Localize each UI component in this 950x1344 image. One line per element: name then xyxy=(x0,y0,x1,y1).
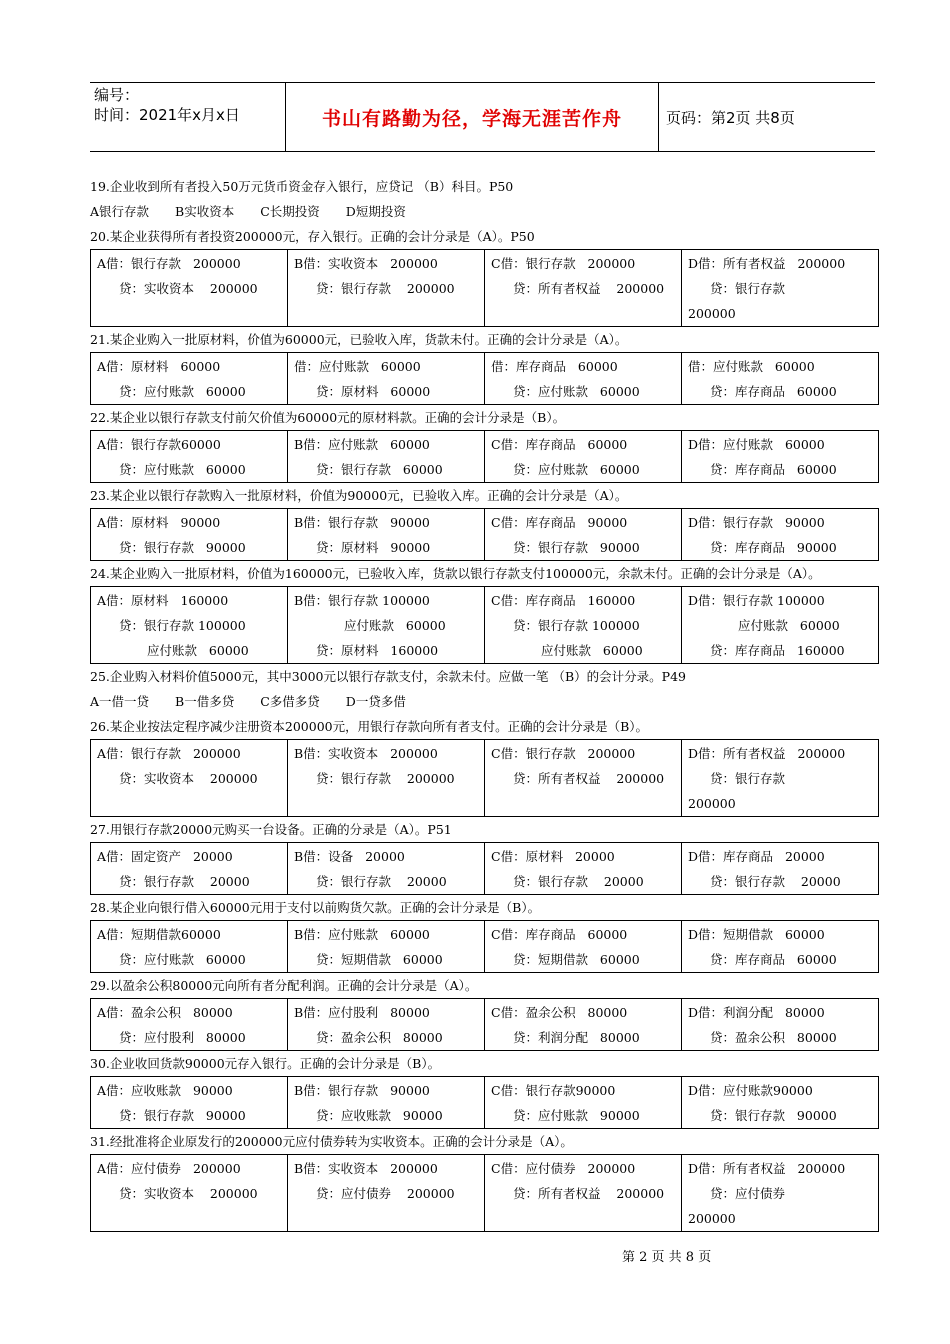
debit-line: A借：应收账款 90000 xyxy=(97,1083,233,1098)
document-number-label: 编号： xyxy=(94,86,140,104)
entry-line: 贷：所有者权益 200000 xyxy=(513,1186,665,1201)
header-page-label: 页码：第2页 共8页 xyxy=(666,108,795,127)
answer-option: A一借一贷 xyxy=(90,694,150,709)
answer-choice-cell xyxy=(91,740,288,817)
entry-line: 贷：利润分配 80000 xyxy=(513,1030,640,1045)
table-row xyxy=(91,353,879,405)
question-text: 22.某企业以银行存款支付前欠价值为60000元的原材料款。正确的会计分录是（B）。 xyxy=(90,410,566,425)
debit-line: 借：库存商品 60000 xyxy=(491,359,618,374)
entry-line: 贷：所有者权益 200000 xyxy=(513,771,665,786)
answer-option: B一借多贷 xyxy=(175,694,235,709)
answer-choice-cell xyxy=(682,353,879,405)
page-footer: 第 2 页 共 8 页 xyxy=(622,1250,712,1265)
answer-choice-cell xyxy=(91,1077,288,1129)
entry-line: 贷：银行存款 100000 xyxy=(119,618,246,633)
table-row xyxy=(91,843,879,895)
answer-choice-cell xyxy=(288,843,485,895)
entry-line: 贷：银行存款 200000 xyxy=(316,771,455,786)
header-meta xyxy=(94,85,284,125)
debit-line: A借：银行存款 200000 xyxy=(97,746,241,761)
table-row xyxy=(91,921,879,973)
question-list xyxy=(90,174,878,1232)
answer-choice-cell xyxy=(485,999,682,1051)
debit-line: D借：银行存款 90000 xyxy=(688,515,825,530)
answer-choice-cell xyxy=(91,509,288,561)
answer-choice-cell xyxy=(91,250,288,327)
answer-choice-cell xyxy=(485,740,682,817)
entry-line: 贷：盈余公积 80000 xyxy=(710,1030,837,1045)
entry-line: 贷：银行存款 20000 xyxy=(710,874,841,889)
debit-line: B借：应付账款 60000 xyxy=(294,927,430,942)
question-text: 21.某企业购入一批原材料，价值为60000元，已验收入库，货款未付。正确的会计分录是（A）。 xyxy=(90,332,628,347)
debit-line: C借：应付债券 200000 xyxy=(491,1161,636,1176)
answer-option: A银行存款 xyxy=(90,204,150,219)
debit-line: A借：原材料 60000 xyxy=(97,359,221,374)
answer-options xyxy=(90,689,878,714)
question-text: 19.企业收到所有者投入50万元货币资金存入银行，应贷记 （B）科目。P50 xyxy=(90,179,514,194)
debit-line: B借：应付账款 60000 xyxy=(294,437,430,452)
entry-line: 贷：实收资本 200000 xyxy=(119,771,258,786)
header-page-info xyxy=(666,83,795,151)
entry-line: 贷：应付账款 60000 xyxy=(119,952,246,967)
debit-line: A借：应付债券 200000 xyxy=(97,1161,241,1176)
table-row xyxy=(91,509,879,561)
debit-line: C借：库存商品 160000 xyxy=(491,593,636,608)
entry-line: 贷：银行存款 60000 xyxy=(316,462,443,477)
entry-line: 贷：库存商品 90000 xyxy=(710,540,837,555)
debit-line: A借：银行存款60000 xyxy=(97,437,221,452)
answer-choice-cell xyxy=(91,921,288,973)
answer-choice-cell xyxy=(288,509,485,561)
entry-line: 应付账款 60000 xyxy=(344,618,446,633)
answer-table xyxy=(90,1154,879,1232)
answer-choice-cell xyxy=(485,509,682,561)
debit-line: A借：银行存款 200000 xyxy=(97,256,241,271)
entry-line: 贷：盈余公积 80000 xyxy=(316,1030,443,1045)
answer-choice-cell xyxy=(682,509,879,561)
answer-option: D短期投资 xyxy=(345,204,406,219)
answer-choice-cell xyxy=(485,1155,682,1232)
debit-line: D借：库存商品 20000 xyxy=(688,849,825,864)
answer-choice-cell xyxy=(682,999,879,1051)
entry-line: 贷：应付股利 80000 xyxy=(119,1030,246,1045)
debit-line: 借：应付账款 60000 xyxy=(688,359,815,374)
question-text: 30.企业收回货款90000元存入银行。正确的会计分录是（B）。 xyxy=(90,1056,441,1071)
entry-line: 贷：应付账款 60000 xyxy=(119,462,246,477)
answer-option: C长期投资 xyxy=(260,204,320,219)
debit-line: B借：银行存款 90000 xyxy=(294,1083,430,1098)
debit-line: D借：所有者权益 200000 xyxy=(688,746,846,761)
entry-line: 贷：应收账款 90000 xyxy=(316,1108,443,1123)
debit-line: B借：银行存款 100000 xyxy=(294,593,430,608)
answer-choice-cell xyxy=(485,431,682,483)
debit-line: A借：原材料 160000 xyxy=(97,593,229,608)
answer-choice-cell xyxy=(288,250,485,327)
debit-line: A借：盈余公积 80000 xyxy=(97,1005,233,1020)
entry-line: 贷：所有者权益 200000 xyxy=(513,281,665,296)
debit-line: C借：银行存款 200000 xyxy=(491,256,636,271)
entry-line: 贷：库存商品 60000 xyxy=(710,384,837,399)
header-motto: 书山有路勤为径，学海无涯苦作舟 xyxy=(321,107,622,130)
question-text: 26.某企业按法定程序减少注册资本200000元，用银行存款向所有者支付。正确的会计分录是（B）。 xyxy=(90,719,649,734)
answer-option: B实收资本 xyxy=(175,204,235,219)
debit-line: B借：实收资本 200000 xyxy=(294,256,438,271)
debit-line: C借：库存商品 60000 xyxy=(491,437,628,452)
answer-choice-cell xyxy=(485,921,682,973)
question-text: 28.某企业向银行借入60000元用于支付以前购货欠款。正确的会计分录是（B）。 xyxy=(90,900,541,915)
answer-option: D一贷多借 xyxy=(345,694,406,709)
debit-line: C借：库存商品 90000 xyxy=(491,515,628,530)
answer-choice-cell xyxy=(682,250,879,327)
entry-line: 贷：银行存款 90000 xyxy=(119,1108,246,1123)
entry-line: 贷：应付账款 90000 xyxy=(513,1108,640,1123)
table-row xyxy=(91,1155,879,1232)
answer-choice-cell xyxy=(682,740,879,817)
table-row xyxy=(91,431,879,483)
entry-line: 贷：银行存款 20000 xyxy=(119,874,250,889)
entry-line: 贷：实收资本 200000 xyxy=(119,281,258,296)
entry-line: 贷：应付债券 200000 xyxy=(316,1186,455,1201)
question-text: 20.某企业获得所有者投资200000元，存入银行。正确的会计分录是（A）。P50 xyxy=(90,229,535,244)
answer-choice-cell xyxy=(682,1077,879,1129)
page-header xyxy=(90,82,875,152)
debit-line: D借：短期借款 60000 xyxy=(688,927,825,942)
answer-choice-cell xyxy=(91,431,288,483)
answer-choice-cell xyxy=(485,353,682,405)
entry-line: 贷：实收资本 200000 xyxy=(119,1186,258,1201)
entry-line: 200000 xyxy=(688,796,736,811)
answer-table xyxy=(90,586,879,664)
entry-line: 应付账款 60000 xyxy=(738,618,840,633)
answer-table xyxy=(90,842,879,895)
answer-choice-cell xyxy=(91,999,288,1051)
answer-choice-cell xyxy=(485,587,682,664)
debit-line: 借：应付账款 60000 xyxy=(294,359,421,374)
answer-choice-cell xyxy=(288,1155,485,1232)
answer-choice-cell xyxy=(91,843,288,895)
question-text: 31.经批准将企业原发行的200000元应付债券转为实收资本。正确的会计分录是（A）。 xyxy=(90,1134,573,1149)
question-text: 25.企业购入材料价值5000元，其中3000元以银行存款支付，余款未付。应做一笔 （B）的会计分录。P49 xyxy=(90,669,686,684)
entry-line: 贷：应付账款 60000 xyxy=(513,462,640,477)
entry-line: 应付账款 60000 xyxy=(541,643,643,658)
debit-line: B借：实收资本 200000 xyxy=(294,746,438,761)
entry-line: 贷：库存商品 160000 xyxy=(710,643,845,658)
answer-choice-cell xyxy=(288,587,485,664)
question-text: 24.某企业购入一批原材料，价值为160000元，已验收入库，货款以银行存款支付100000元，余款未付。正确的会计分录是（A）。 xyxy=(90,566,821,581)
answer-choice-cell xyxy=(682,1155,879,1232)
answer-choice-cell xyxy=(682,587,879,664)
answer-choice-cell xyxy=(288,740,485,817)
entry-line: 贷：原材料 90000 xyxy=(316,540,431,555)
table-row xyxy=(91,250,879,327)
entry-line: 贷：库存商品 60000 xyxy=(710,462,837,477)
question-text: 27.用银行存款20000元购买一台设备。正确的分录是（A）。P51 xyxy=(90,822,452,837)
debit-line: D借：应付账款90000 xyxy=(688,1083,813,1098)
table-row xyxy=(91,587,879,664)
entry-line: 贷：原材料 60000 xyxy=(316,384,431,399)
debit-line: D借：应付账款 60000 xyxy=(688,437,825,452)
entry-line: 贷：银行存款 xyxy=(710,771,786,786)
answer-choice-cell xyxy=(485,843,682,895)
entry-line: 贷：短期借款 60000 xyxy=(316,952,443,967)
debit-line: C借：银行存款90000 xyxy=(491,1083,616,1098)
answer-choice-cell xyxy=(485,1077,682,1129)
answer-choice-cell xyxy=(91,1155,288,1232)
debit-line: B借：应付股利 80000 xyxy=(294,1005,430,1020)
debit-line: B借：实收资本 200000 xyxy=(294,1161,438,1176)
header-motto-box xyxy=(285,83,659,151)
entry-line: 贷：应付账款 60000 xyxy=(119,384,246,399)
answer-table xyxy=(90,249,879,327)
debit-line: B借：银行存款 90000 xyxy=(294,515,430,530)
answer-choice-cell xyxy=(91,587,288,664)
answer-choice-cell xyxy=(682,921,879,973)
answer-choice-cell xyxy=(288,353,485,405)
answer-table xyxy=(90,508,879,561)
entry-line: 200000 xyxy=(688,1211,736,1226)
answer-table xyxy=(90,739,879,817)
entry-line: 贷：原材料 160000 xyxy=(316,643,439,658)
answer-table xyxy=(90,430,879,483)
entry-line: 贷：银行存款 200000 xyxy=(316,281,455,296)
question-text: 29.以盈余公积80000元向所有者分配利润。正确的会计分录是（A）。 xyxy=(90,978,478,993)
answer-choice-cell xyxy=(682,843,879,895)
answer-table xyxy=(90,1076,879,1129)
entry-line: 贷：银行存款 100000 xyxy=(513,618,640,633)
entry-line: 贷：银行存款 20000 xyxy=(513,874,644,889)
entry-line: 贷：银行存款 90000 xyxy=(119,540,246,555)
answer-table xyxy=(90,920,879,973)
entry-line: 贷：银行存款 90000 xyxy=(710,1108,837,1123)
table-row xyxy=(91,1077,879,1129)
debit-line: A借：短期借款60000 xyxy=(97,927,221,942)
answer-choice-cell xyxy=(288,999,485,1051)
entry-line: 应付账款 60000 xyxy=(147,643,249,658)
debit-line: D借：所有者权益 200000 xyxy=(688,256,846,271)
debit-line: C借：原材料 20000 xyxy=(491,849,615,864)
answer-table xyxy=(90,352,879,405)
entry-line: 贷：应付债券 xyxy=(710,1186,786,1201)
table-row xyxy=(91,740,879,817)
table-row xyxy=(91,999,879,1051)
answer-choice-cell xyxy=(91,353,288,405)
debit-line: A借：原材料 90000 xyxy=(97,515,221,530)
answer-choice-cell xyxy=(288,431,485,483)
question-text: 23.某企业以银行存款购入一批原材料，价值为90000元，已验收入库。正确的会计分录是（A）。 xyxy=(90,488,628,503)
answer-choice-cell xyxy=(485,250,682,327)
entry-line: 贷：库存商品 60000 xyxy=(710,952,837,967)
answer-choice-cell xyxy=(288,1077,485,1129)
answer-choice-cell xyxy=(288,921,485,973)
entry-line: 贷：银行存款 90000 xyxy=(513,540,640,555)
entry-line: 贷：银行存款 20000 xyxy=(316,874,447,889)
debit-line: D借：所有者权益 200000 xyxy=(688,1161,846,1176)
entry-line: 200000 xyxy=(688,306,736,321)
entry-line: 贷：短期借款 60000 xyxy=(513,952,640,967)
debit-line: C借：银行存款 200000 xyxy=(491,746,636,761)
answer-option: C多借多贷 xyxy=(260,694,320,709)
entry-line: 贷：银行存款 xyxy=(710,281,786,296)
answer-choice-cell xyxy=(682,431,879,483)
debit-line: C借：库存商品 60000 xyxy=(491,927,628,942)
entry-line: 贷：应付账款 60000 xyxy=(513,384,640,399)
debit-line: D借：利润分配 80000 xyxy=(688,1005,825,1020)
debit-line: A借：固定资产 20000 xyxy=(97,849,233,864)
debit-line: D借：银行存款 100000 xyxy=(688,593,825,608)
answer-table xyxy=(90,998,879,1051)
document-time-label: 时间：2021年x月x日 xyxy=(94,106,240,124)
debit-line: C借：盈余公积 80000 xyxy=(491,1005,628,1020)
debit-line: B借：设备 20000 xyxy=(294,849,405,864)
answer-options xyxy=(90,199,878,224)
